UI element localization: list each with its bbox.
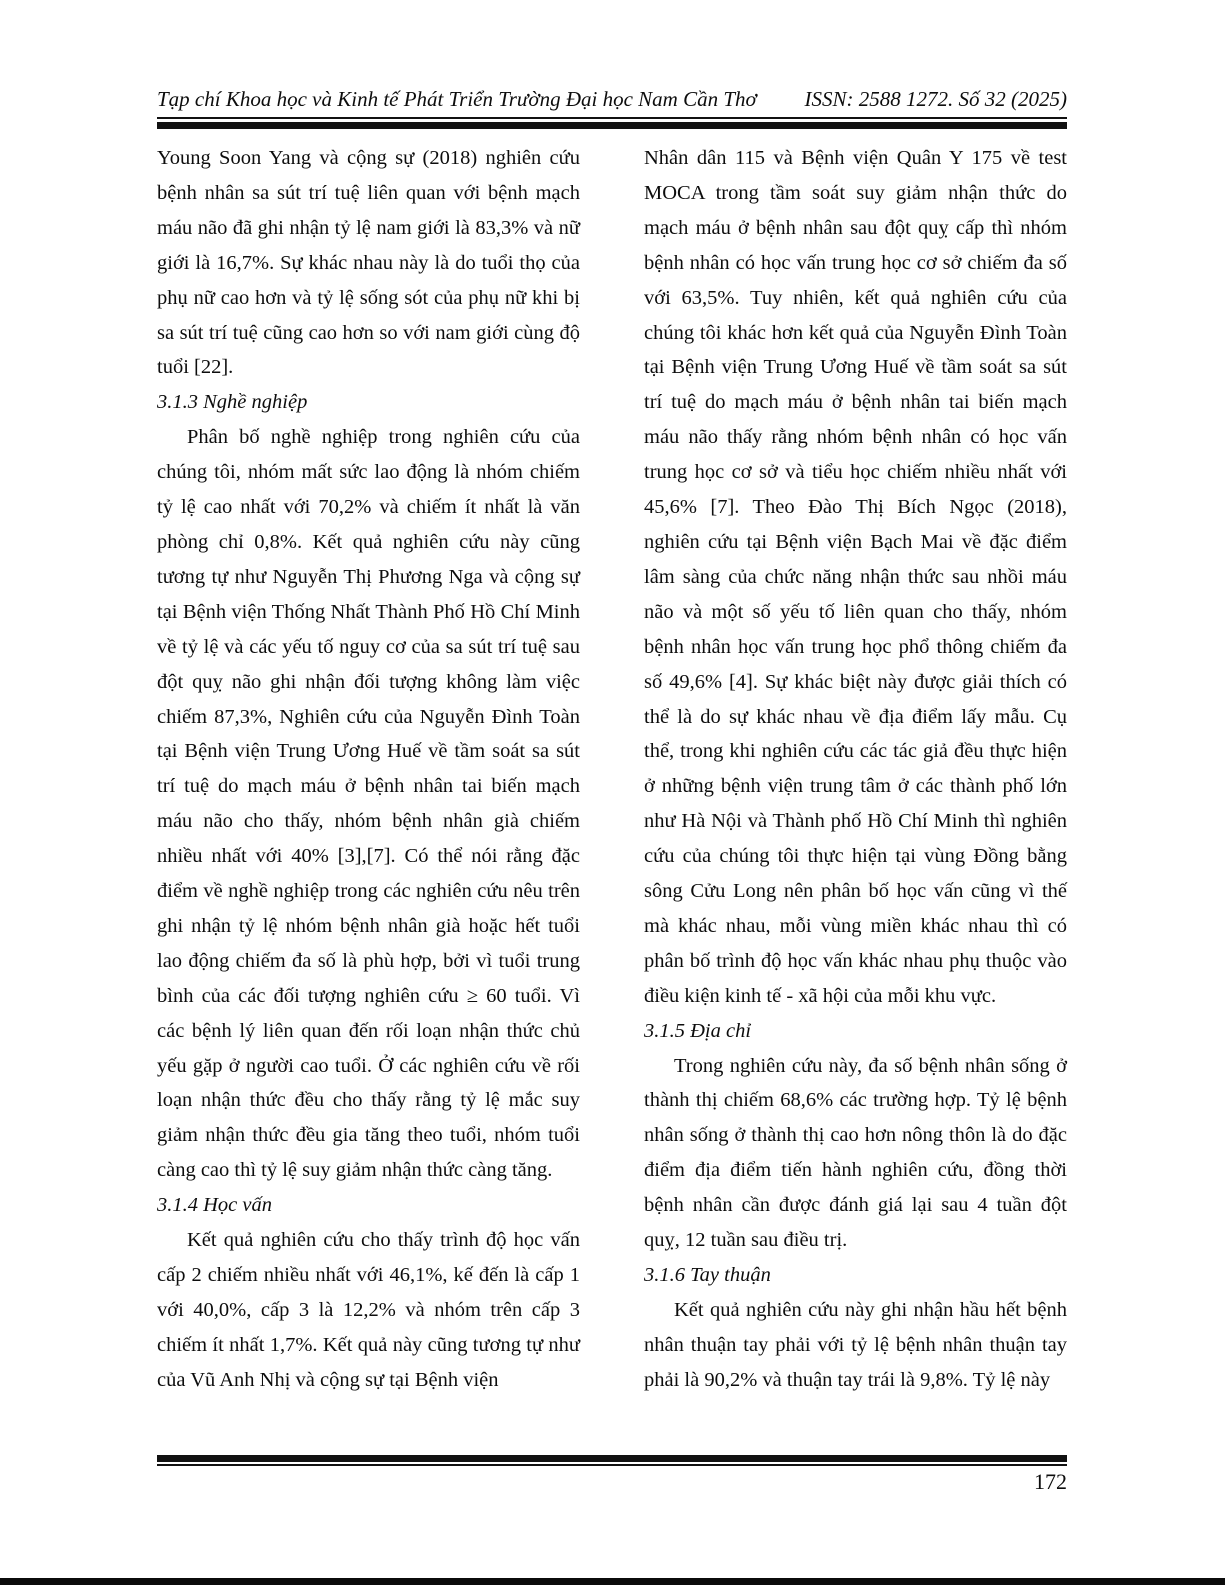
page-header [157, 86, 1067, 113]
divider-thick-line [157, 122, 1067, 129]
section-heading: 3.1.3 Nghề nghiệp [157, 391, 308, 414]
footer-divider [157, 1455, 1067, 1466]
section-heading: 3.1.5 Địa chỉ [644, 1019, 752, 1042]
paragraph: Phân bố nghề nghiệp trong nghiên cứu của chúng tôi, nhóm mất sức lao động là nhóm chiếm tỷ lệ cao nhất với 70,2% và chiếm ít nhất là văn phòng chỉ 0,8%. Kết quả nghiên cứu này cũng tương tự như Nguyễn Thị Phương Nga và cộng sự tại Bệnh viện Thống Nhất Thành Phố Hồ Chí Minh về tỷ lệ và các yếu tố nguy cơ của sa sút trí tuệ sau đột quỵ não ghi nhận đối tượng không làm việc chiếm 87,3%, Nghiên cứu của Nguyễn Đình Toàn tại Bệnh viện Trung Ương Huế về tầm soát sa sút trí tuệ do mạch máu ở bệnh nhân tai biến mạch máu não cho thấy, nhóm bệnh nhân già chiếm nhiều nhất với 40% [3],[7]. Có thể nói rằng đặc điểm về nghề nghiệp trong các nghiên cứu nêu trên ghi nhận tỷ lệ nhóm bệnh nhân già hoặc hết tuổi lao động chiếm đa số là phù hợp, bởi vì tuổi trung bình của các đối tượng nghiên cứu ≥ 60 tuổi. Vì các bệnh lý liên quan đến rối loạn nhận thức chủ yếu gặp ở người cao tuổi. Ở các nghiên cứu về rối loạn nhận thức đều cho thấy rằng tỷ lệ mắc suy giảm nhận thức đều gia tăng theo tuổi, nhóm tuổi càng cao thì tỷ lệ suy giảm nhận thức càng tăng. [157, 426, 580, 1182]
issn-label: ISSN: 2588 1272. Số 32 (2025) [804, 87, 1067, 111]
text-column-right [644, 141, 1067, 1398]
journal-title: Tạp chí Khoa học và Kinh tế Phát Triển Trường Đại học Nam Cần Thơ [157, 87, 757, 111]
bottom-edge-bar [0, 1578, 1225, 1585]
paragraph: Kết quả nghiên cứu này ghi nhận hầu hết bệnh nhân thuận tay phải với tỷ lệ bệnh nhân thuận tay phải là 90,2% và thuận tay trái là 9,8%. Tỷ lệ này [644, 1298, 1067, 1391]
divider-thin-line [157, 1464, 1067, 1466]
divider-thick-line [157, 1455, 1067, 1462]
section-heading: 3.1.4 Học vấn [157, 1194, 273, 1217]
paragraph: Kết quả nghiên cứu cho thấy trình độ học vấn cấp 2 chiếm nhiều nhất với 46,1%, kế đến là cấp 1 với 40,0%, cấp 3 là 12,2% và nhóm trên cấp 3 chiếm ít nhất 1,7%. Kết quả này cũng tương tự như của Vũ Anh Nhị và cộng sự tại Bệnh viện [157, 1229, 580, 1391]
header-divider [157, 117, 1067, 129]
page-number: 172 [1034, 1469, 1067, 1494]
text-column-left [157, 141, 580, 1398]
paragraph: Trong nghiên cứu này, đa số bệnh nhân sống ở thành thị chiếm 68,6% các trường hợp. Tỷ lệ bệnh nhân sống ở thành thị cao hơn nông thôn là do đặc điểm địa điểm tiến hành nghiên cứu, đồng thời bệnh nhân cần được đánh giá lại sau 4 tuần đột quỵ, 12 tuần sau điều trị. [644, 1054, 1067, 1252]
section-heading: 3.1.6 Tay thuận [644, 1264, 771, 1286]
paragraph: Nhân dân 115 và Bệnh viện Quân Y 175 về test MOCA trong tầm soát suy giảm nhận thức do mạch máu ở bệnh nhân sau đột quỵ cấp thì nhóm bệnh nhân có học vấn trung học cơ sở chiếm đa số với 63,5%. Tuy nhiên, kết quả nghiên cứu của chúng tôi khác hơn kết quả của Nguyễn Đình Toàn tại Bệnh viện Trung Ương Huế về tầm soát sa sút trí tuệ do mạch máu ở bệnh nhân tai biến mạch máu não thấy rằng nhóm bệnh nhân có học vấn trung học cơ sở và tiểu học chiếm nhiều nhất với 45,6% [7]. Theo Đào Thị Bích Ngọc (2018), nghiên cứu tại Bệnh viện Bạch Mai về đặc điểm lâm sàng của chức năng nhận thức sau nhồi máu não và một số yếu tố liên quan cho thấy, nhóm bệnh nhân học vấn trung học phổ thông chiếm đa số 49,6% [4]. Sự khác biệt này được giải thích có thể là do sự khác nhau về địa điểm lấy mẫu. Cụ thể, trong khi nghiên cứu các tác giả đều thực hiện ở những bệnh viện trung tâm ở các thành phố lớn như Hà Nội và Thành phố Hồ Chí Minh thì nghiên cứu của chúng tôi thực hiện tại vùng Đồng bằng sông Cửu Long nên phân bố học vấn cũng vì thế mà khác nhau, mỗi vùng miền khác nhau thì có phân bố trình độ học vấn khác nhau phụ thuộc vào điều kiện kinh tế - xã hội của mỗi khu vực. [644, 147, 1067, 1007]
paragraph: Young Soon Yang và cộng sự (2018) nghiên cứu bệnh nhân sa sút trí tuệ liên quan với bệnh mạch máu não đã ghi nhận tỷ lệ nam giới là 83,3% và nữ giới là 16,7%. Sự khác nhau này là do tuổi thọ của phụ nữ cao hơn và tỷ lệ sống sót của phụ nữ khi bị sa sút trí tuệ cũng cao hơn so với nam giới cùng độ tuổi [22]. [157, 147, 580, 379]
